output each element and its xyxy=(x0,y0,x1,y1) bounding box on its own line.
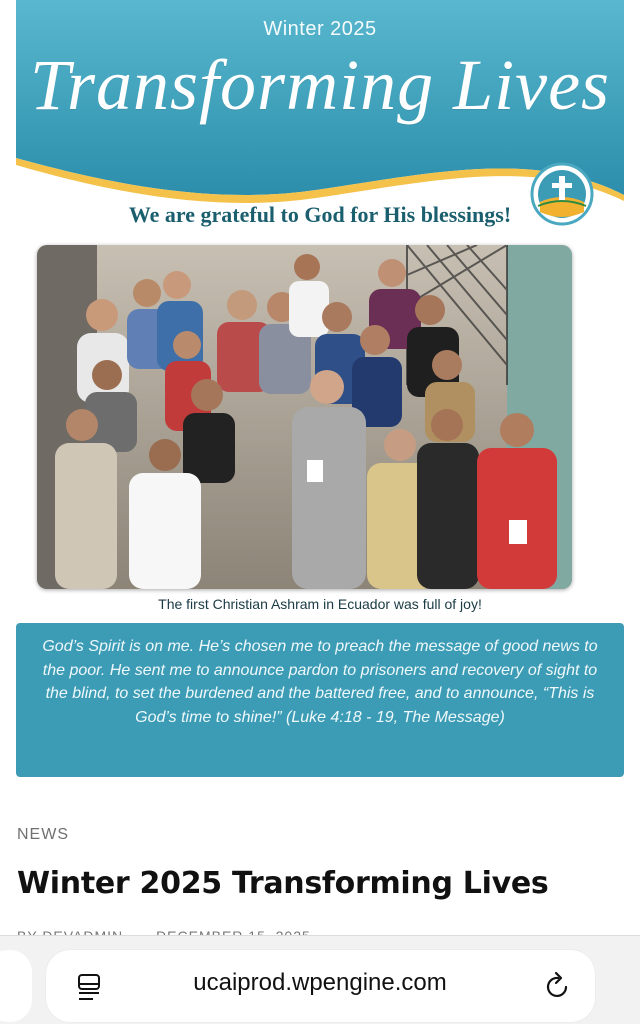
group-photo xyxy=(37,245,572,589)
newsletter-season: Winter 2025 xyxy=(263,18,377,40)
post-title: Winter 2025 Transforming Lives xyxy=(17,866,549,901)
newsletter-tagline: We are grateful to God for His blessings! xyxy=(128,202,512,227)
reload-icon[interactable] xyxy=(544,971,572,1001)
scripture-box xyxy=(16,623,624,777)
photo-caption: The first Christian Ashram in Ecuador was full of joy! xyxy=(158,596,482,612)
scripture-text: God’s Spirit is on me. He’s chosen me to preach the message of good news to the poor. He sent me to announce pardon to prisoners and recovery of sight to the blind, to set the burdened and the battered free, and to announce, “This is God’s time to shine!” (Luke 4:18 - 19, The Message) xyxy=(42,638,598,726)
post-category-link[interactable]: NEWS xyxy=(17,826,69,843)
newsletter-title: Transforming Lives xyxy=(29,45,611,125)
url-display[interactable]: ucaiprod.wpengine.com xyxy=(193,969,447,996)
